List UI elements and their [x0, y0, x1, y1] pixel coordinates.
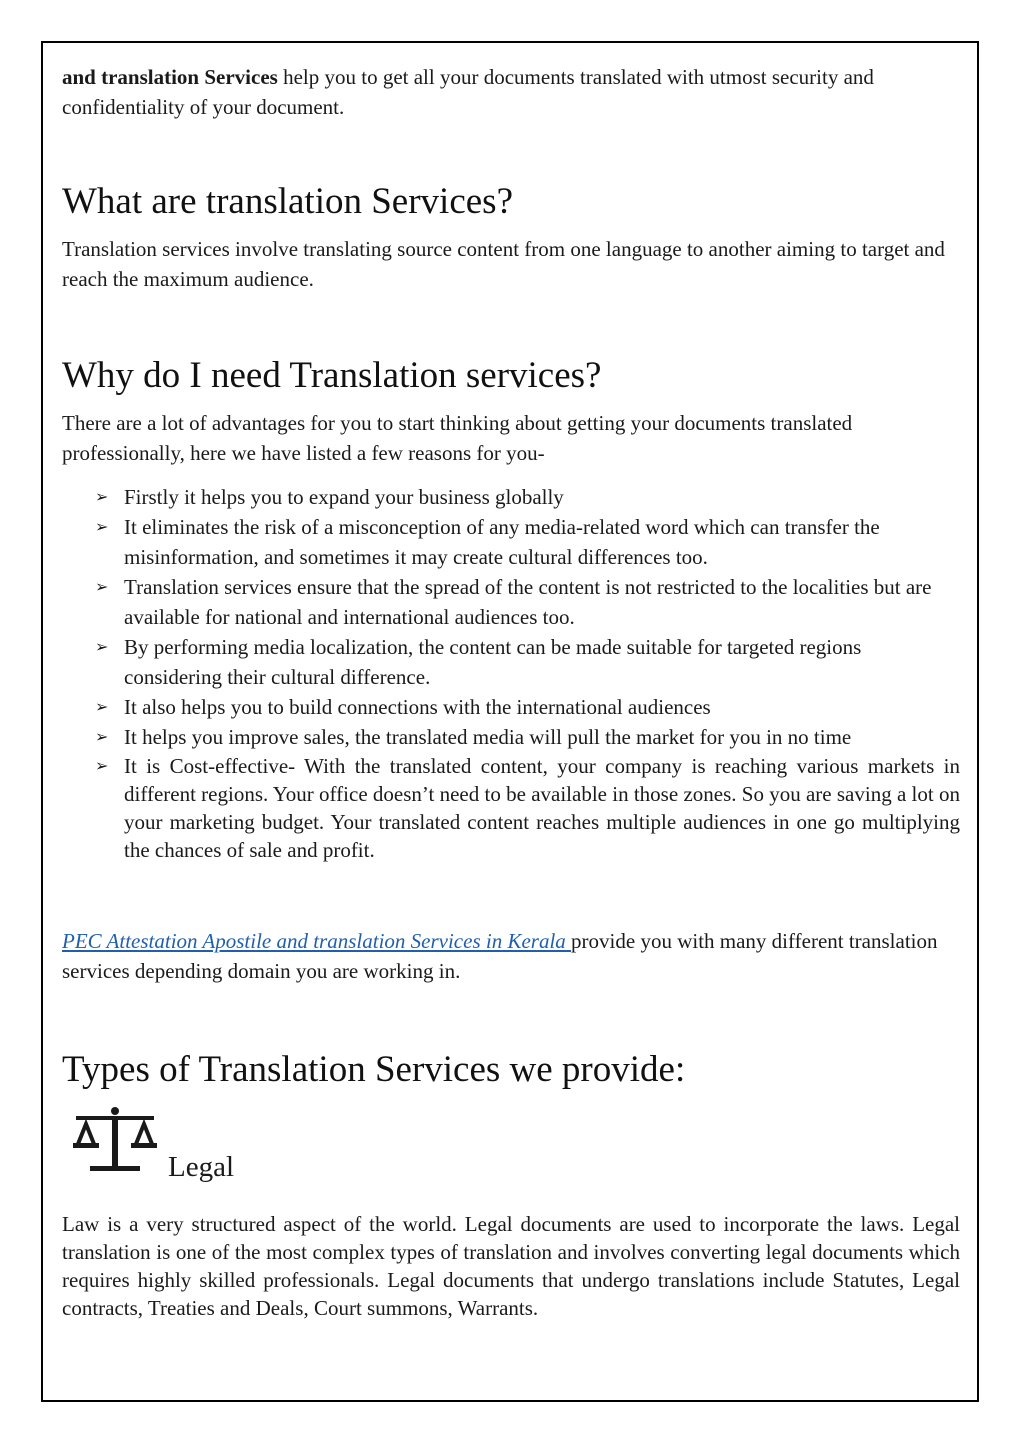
intro-bold-text: and translation Services: [62, 65, 278, 89]
arrow-bullet-icon: ➢: [95, 756, 109, 775]
arrow-bullet-icon: ➢: [95, 637, 109, 656]
reason-text: Firstly it helps you to expand your business globally: [124, 485, 564, 509]
reason-item: [62, 722, 960, 752]
reason-item: [62, 752, 960, 864]
intro-paragraph: [62, 62, 960, 122]
promo-text: provide you with many different translation services depending domain you are working in.: [62, 929, 938, 983]
legal-section-header: [62, 1106, 960, 1192]
paragraph-what-are-translation-services: Translation services involve translating source content from one language to another aiming to target and reach the maximum audience.: [62, 237, 945, 291]
arrow-bullet-icon: ➢: [95, 517, 109, 536]
reason-text: By performing media localization, the content can be made suitable for targeted regions considering their cultural difference.: [124, 635, 862, 689]
reasons-list: [62, 482, 960, 864]
heading-why-need-translation-services: Why do I need Translation services?: [62, 355, 602, 396]
arrow-bullet-icon: ➢: [95, 697, 109, 716]
scales-of-justice-icon: [70, 1106, 160, 1176]
legal-paragraph: Law is a very structured aspect of the world. Legal documents are used to incorporate the laws. Legal translation is one of the most complex types of translation and involves converting legal documents which requires highly skilled professionals. Legal documents that undergo translations include Statutes, Legal contracts, Treaties and Deals, Court summons, Warrants.: [62, 1212, 960, 1320]
paragraph-why-need-translation-services: There are a lot of advantages for you to start thinking about getting your documents translated professionally, here we have listed a few reasons for you-: [62, 411, 853, 465]
reason-text: It also helps you to build connections with the international audiences: [124, 695, 711, 719]
reason-text: Translation services ensure that the spread of the content is not restricted to the localities but are available for national and international audiences too.: [124, 575, 932, 629]
reason-text: It eliminates the risk of a misconception of any media-related word which can transfer the misinformation, and sometimes it may create cultural differences too.: [124, 515, 880, 569]
arrow-bullet-icon: ➢: [95, 577, 109, 596]
intro-text: help you to get all your documents translated with utmost security and confidentiality of your document.: [62, 65, 874, 119]
document-body: [62, 62, 960, 1322]
pec-services-link[interactable]: PEC Attestation Apostile and translation Services in Kerala: [62, 929, 572, 953]
arrow-bullet-icon: ➢: [95, 727, 109, 746]
reason-item: [62, 512, 960, 572]
reason-item: [62, 482, 960, 512]
reason-text: It helps you improve sales, the translated media will pull the market for you in no time: [124, 725, 852, 749]
legal-heading: Legal: [168, 1151, 235, 1183]
heading-what-are-translation-services: What are translation Services?: [62, 181, 513, 222]
reason-item: [62, 572, 960, 632]
promo-paragraph: [62, 926, 960, 986]
reason-item: [62, 692, 960, 722]
heading-types-of-translation-services: Types of Translation Services we provide:: [62, 1049, 686, 1090]
arrow-bullet-icon: ➢: [95, 487, 109, 506]
reason-item: [62, 632, 960, 692]
reason-text: It is Cost-effective- With the translated content, your company is reaching various markets in different regions. Your office doesn’t need to be available in those zones. So you are saving a lot on your marketing budget. Your translated content reaches multiple audiences in one go multiplying the chances of sale and profit.: [124, 754, 960, 862]
